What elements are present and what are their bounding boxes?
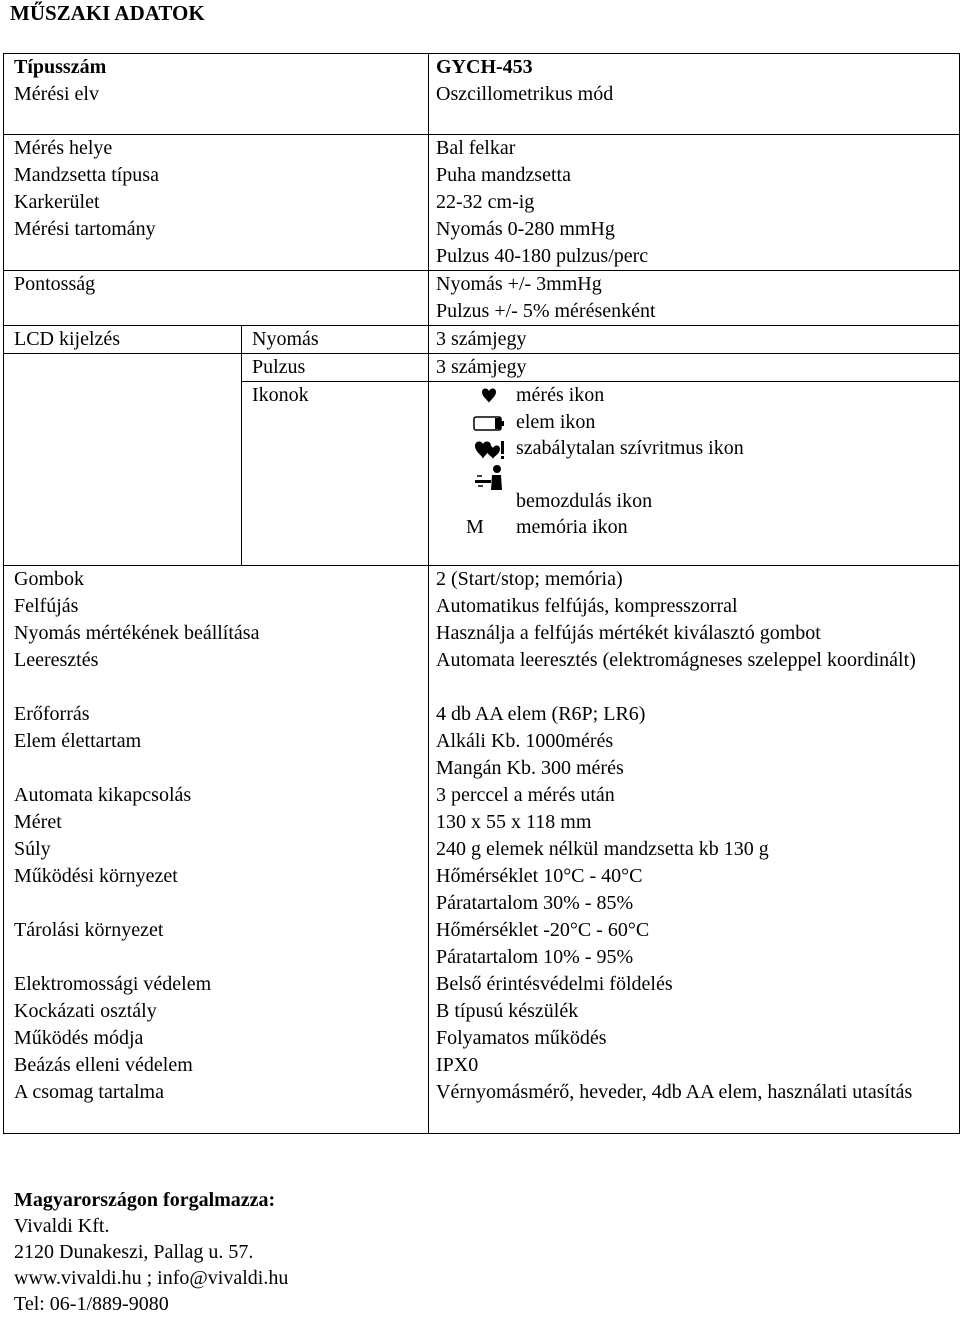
operation-mode-value: Folyamatos működés <box>436 1027 607 1049</box>
accuracy-value-pressure: Nyomás +/- 3mmHg <box>436 273 602 295</box>
cuff-type-label: Mandzsetta típusa <box>14 164 159 186</box>
operating-temp: Hőmérséklet 10°C - 40°C <box>436 865 643 887</box>
model-value: GYCH-453 <box>436 56 533 78</box>
buttons-label: Gombok <box>14 568 84 590</box>
electrical-protection-value: Belső érintésvédelmi földelés <box>436 973 673 995</box>
storage-humidity: Páratartalom 10% - 95% <box>436 946 634 968</box>
lcd-pulse-label: Pulzus <box>242 354 429 382</box>
accuracy-label: Pontosság <box>14 273 96 295</box>
inflation-label: Felfújás <box>14 595 79 617</box>
range-value-pressure: Nyomás 0-280 mmHg <box>436 218 615 240</box>
spec-values <box>429 566 960 1134</box>
lcd-pulse-value: 3 számjegy <box>429 354 960 382</box>
spec-values <box>429 54 960 135</box>
water-protection-label: Beázás elleni védelem <box>14 1054 193 1076</box>
pressure-setting-value: Használja a felfújás mértékét kiválasztó gombot <box>436 622 821 644</box>
lcd-label: LCD kijelzés <box>4 326 242 354</box>
storage-env-label: Tárolási környezet <box>14 919 164 941</box>
operation-mode-label: Működés módja <box>14 1027 144 1049</box>
distributor-heading: Magyarországon forgalmazza: <box>14 1189 276 1211</box>
deflation-label: Leeresztés <box>14 649 99 671</box>
spec-values <box>429 271 960 326</box>
table-row <box>4 54 960 135</box>
range-label: Mérési tartomány <box>14 218 156 240</box>
movement-icon <box>472 464 506 494</box>
auto-off-label: Automata kikapcsolás <box>14 784 192 806</box>
electrical-protection-label: Elektromossági védelem <box>14 973 212 995</box>
spec-labels <box>4 271 429 326</box>
risk-class-label: Kockázati osztály <box>14 1000 157 1022</box>
icon-row: szabálytalan szívritmus ikon <box>436 435 959 462</box>
power-label: Erőforrás <box>14 703 90 725</box>
icon-row: mérés ikon <box>436 382 959 409</box>
battery-life-label: Elem élettartam <box>14 730 142 752</box>
lcd-label-cont <box>4 354 242 566</box>
circumference-value: 22-32 cm-ig <box>436 191 535 213</box>
operating-humidity: Páratartalom 30% - 85% <box>436 892 634 914</box>
table-row <box>4 566 960 1134</box>
size-label: Méret <box>14 811 62 833</box>
lcd-pressure-label: Nyomás <box>242 326 429 354</box>
water-protection-value: IPX0 <box>436 1054 479 1076</box>
spec-labels <box>4 54 429 135</box>
auto-off-value: 3 perccel a mérés után <box>436 784 615 806</box>
table-row <box>4 326 960 354</box>
distributor-info <box>14 1187 288 1317</box>
cuff-type-value: Puha mandzsetta <box>436 164 571 186</box>
irregular-heartbeat-icon <box>472 437 506 463</box>
principle-label: Mérési elv <box>14 83 99 105</box>
site-label: Mérés helye <box>14 137 113 159</box>
size-value: 130 x 55 x 118 mm <box>436 811 592 833</box>
buttons-value: 2 (Start/stop; memória) <box>436 568 623 590</box>
spec-labels <box>4 135 429 271</box>
package-label: A csomag tartalma <box>14 1081 164 1103</box>
battery-life-manganese: Mangán Kb. 300 mérés <box>436 757 624 779</box>
power-value: 4 db AA elem (R6P; LR6) <box>436 703 646 725</box>
operating-env-label: Működési környezet <box>14 865 178 887</box>
table-row <box>4 271 960 326</box>
battery-life-alkaline: Alkáli Kb. 1000mérés <box>436 730 614 752</box>
accuracy-value-pulse: Pulzus +/- 5% mérésenként <box>436 300 656 322</box>
weight-value: 240 g elemek nélkül mandzsetta kb 130 g <box>436 838 769 860</box>
storage-temp: Hőmérséklet -20°C - 60°C <box>436 919 650 941</box>
package-value: Vérnyomásmérő, heveder, 4db AA elem, használati utasítás <box>436 1081 913 1103</box>
table-row <box>4 354 960 382</box>
table-row <box>4 135 960 271</box>
lcd-pressure-value: 3 számjegy <box>429 326 960 354</box>
company-phone: Tel: 06-1/889-9080 <box>14 1293 169 1315</box>
battery-icon <box>472 411 506 437</box>
circumference-label: Karkerület <box>14 191 100 213</box>
model-label: Típusszám <box>14 56 107 78</box>
deflation-value: Automata leeresztés (elektromágneses szeleppel koordinált) <box>436 649 916 671</box>
memory-icon: M <box>466 515 484 538</box>
inflation-value: Automatikus felfújás, kompresszorral <box>436 595 738 617</box>
icon-row: elem ikon <box>436 409 959 436</box>
page-title: MŰSZAKI ADATOK <box>10 1 205 25</box>
icon-row: M memória ikon <box>436 514 959 541</box>
principle-value: Oszcillometrikus mód <box>436 83 614 105</box>
weight-label: Súly <box>14 838 51 860</box>
site-value: Bal felkar <box>436 137 516 159</box>
company-contact: www.vivaldi.hu ; info@vivaldi.hu <box>14 1267 289 1289</box>
lcd-icons-list <box>429 382 960 566</box>
pressure-setting-label: Nyomás mértékének beállítása <box>14 622 260 644</box>
risk-class-value: B típusú készülék <box>436 1000 579 1022</box>
spec-table <box>3 53 960 1134</box>
icon-row: bemozdulás ikon <box>436 462 959 514</box>
spec-labels <box>4 566 429 1134</box>
range-value-pulse: Pulzus 40-180 pulzus/perc <box>436 245 649 267</box>
company-name: Vivaldi Kft. <box>14 1215 110 1237</box>
heart-icon <box>472 384 506 410</box>
company-address: 2120 Dunakeszi, Pallag u. 57. <box>14 1241 254 1263</box>
lcd-icons-label: Ikonok <box>242 382 429 566</box>
spec-values <box>429 135 960 271</box>
